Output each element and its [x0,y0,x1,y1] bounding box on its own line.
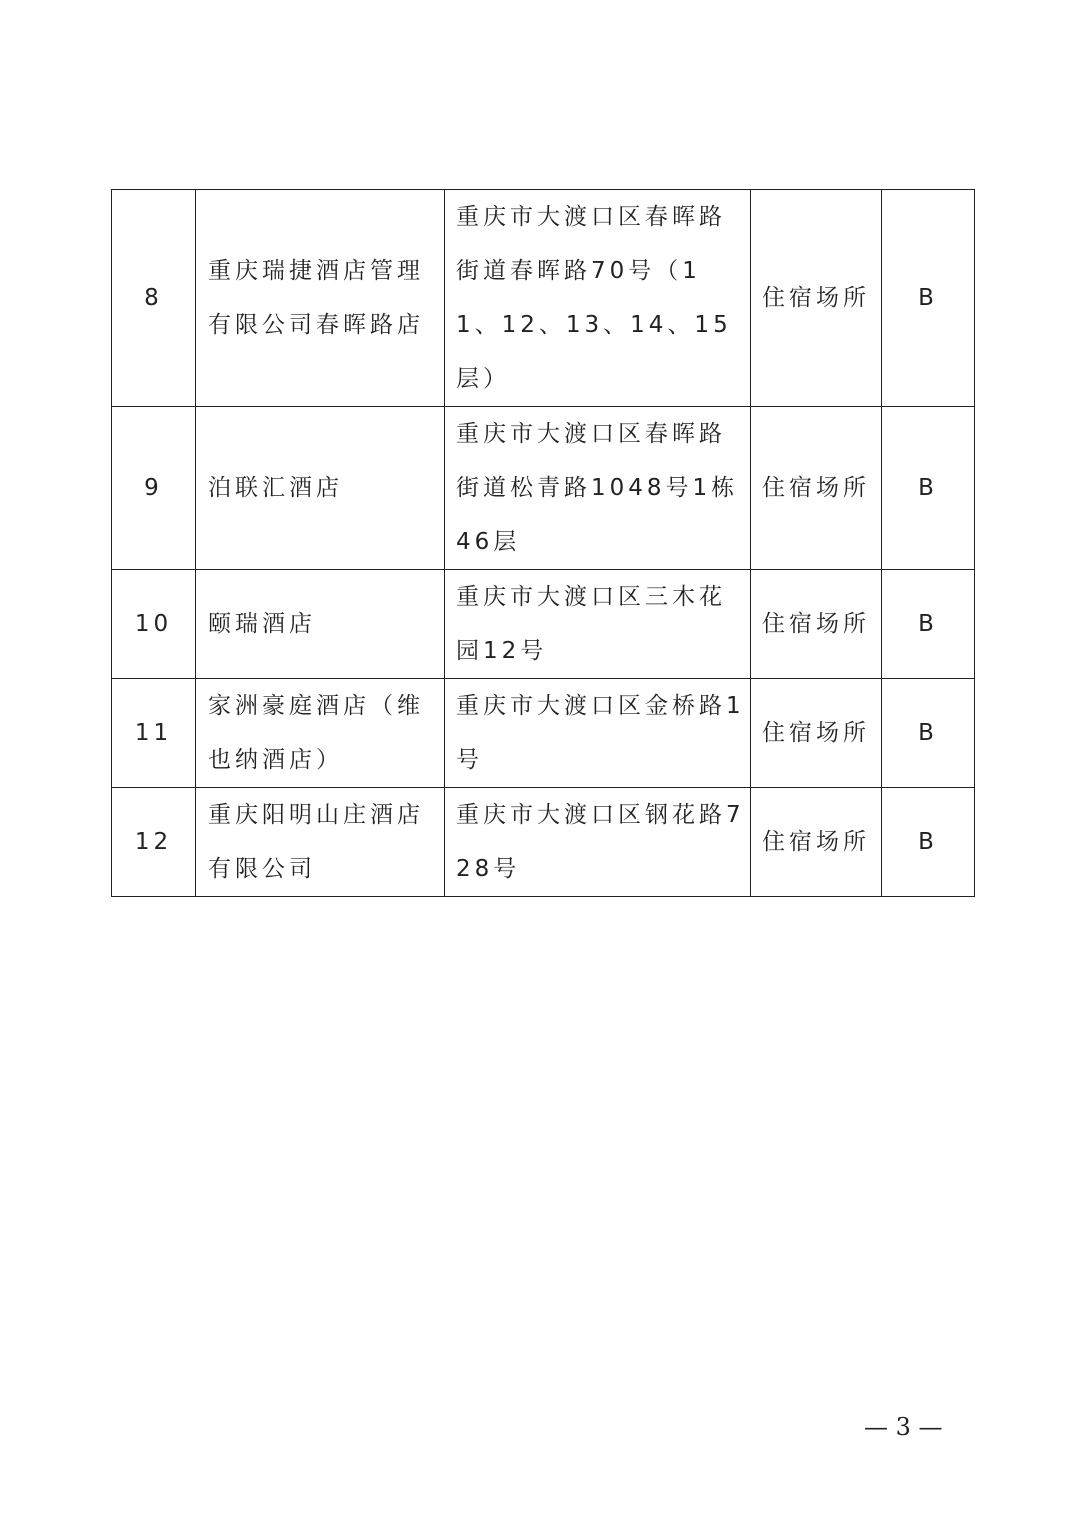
row-number: 9 [112,407,196,570]
table-row [112,788,975,897]
row-number: 8 [112,190,196,407]
venue-type: 住宿场所 [751,570,882,679]
venue-level: B [882,190,975,407]
page-number: — 3 — [864,1413,943,1441]
venue-level: B [882,679,975,788]
table-row [112,679,975,788]
venue-name: 重庆阳明山庄酒店有限公司 [196,788,445,897]
table-row [112,407,975,570]
row-number: 11 [112,679,196,788]
venue-name: 重庆瑞捷酒店管理有限公司春晖路店 [196,190,445,407]
venue-address: 重庆市大渡口区金桥路1号 [445,679,751,788]
table-row [112,190,975,407]
venue-type: 住宿场所 [751,788,882,897]
row-number: 12 [112,788,196,897]
venue-type: 住宿场所 [751,190,882,407]
row-number: 10 [112,570,196,679]
venue-name: 颐瑞酒店 [196,570,445,679]
venue-level: B [882,407,975,570]
venue-type: 住宿场所 [751,407,882,570]
venue-level: B [882,788,975,897]
venue-type: 住宿场所 [751,679,882,788]
venue-level: B [882,570,975,679]
venue-address: 重庆市大渡口区三木花园12号 [445,570,751,679]
venue-address: 重庆市大渡口区春晖路街道松青路1048号1栋46层 [445,407,751,570]
table-row [112,570,975,679]
venue-name: 泊联汇酒店 [196,407,445,570]
venue-table [111,189,975,897]
venue-address: 重庆市大渡口区春晖路街道春晖路70号（11、12、13、14、15层） [445,190,751,407]
venue-address: 重庆市大渡口区钢花路728号 [445,788,751,897]
venue-name: 家洲豪庭酒店（维也纳酒店） [196,679,445,788]
